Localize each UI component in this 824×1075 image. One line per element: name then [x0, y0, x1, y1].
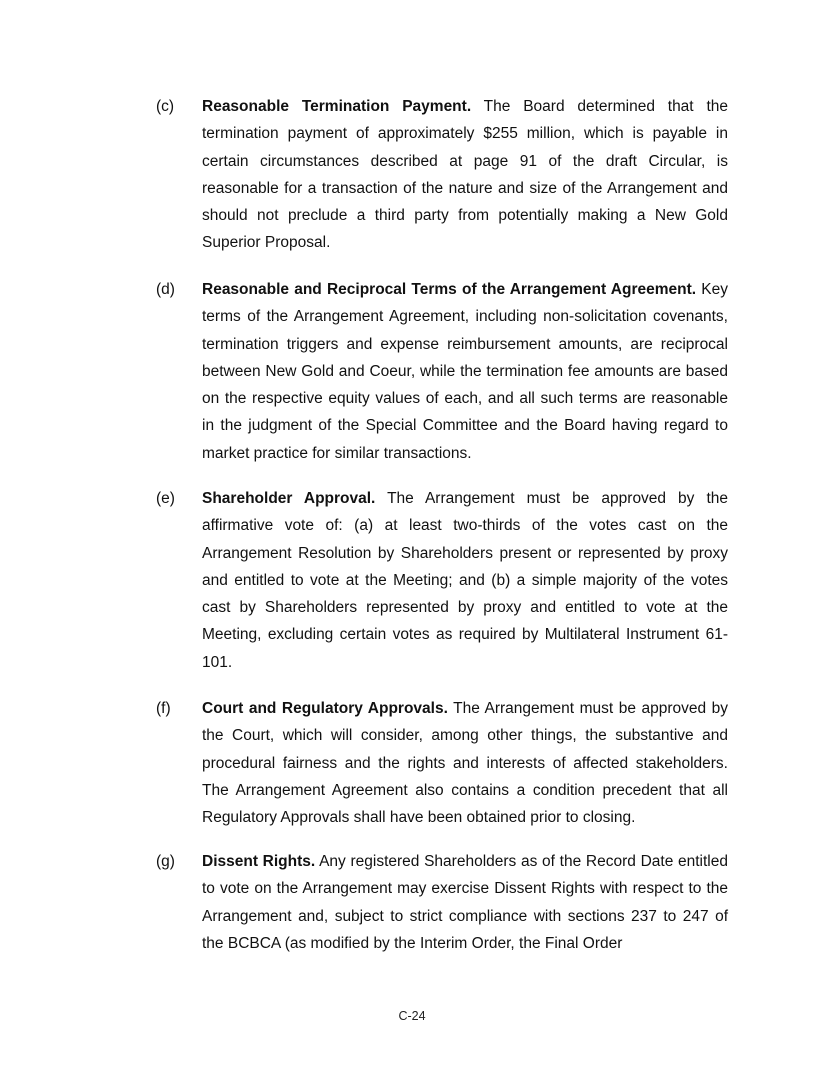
item-body [202, 695, 728, 831]
item-letter: (e) [156, 490, 175, 507]
page-number: C-24 [398, 1009, 426, 1023]
item-body [202, 485, 728, 676]
item-letter: (f) [156, 700, 171, 717]
item-text: Key terms of the Arrangement Agreement, including non-solicitation covenants, termination triggers and expense reimbursement amounts, are reciprocal between New Gold and Coeur, while the termination fee amounts are based on the respective equity values of each, and all such terms are reasonable in the judgment of the Special Committee and the Board having regard to market practice for similar transactions. [202, 281, 728, 462]
item-heading: Shareholder Approval. [202, 490, 376, 507]
item-letter: (d) [156, 281, 175, 298]
item-letter: (c) [156, 98, 175, 115]
item-body [202, 93, 728, 257]
item-heading: Reasonable Termination Payment. [202, 98, 472, 115]
item-letter: (g) [156, 853, 175, 870]
item-text: The Board determined that the termination payment of approximately $255 million, which is payable in certain circumstances described at page 91 of the draft Circular, is reasonable for a transaction of the nature and size of the Arrangement and should not preclude a third party from potentially making a New Gold Superior Proposal. [202, 98, 728, 252]
item-heading: Court and Regulatory Approvals. [202, 700, 448, 717]
item-heading: Dissent Rights. [202, 853, 316, 870]
item-body [202, 848, 728, 957]
item-text: The Arrangement must be approved by the affirmative vote of: (a) at least two-thirds of the votes cast on the Arrangement Resolution by Shareholders present or represented by proxy and entitled to vote at the Meeting; and (b) a simple majority of the votes cast by Shareholders represented by proxy and entitled to vote at the Meeting, excluding certain votes as required by Multilateral Instrument 61-101. [202, 490, 728, 671]
item-text: Any registered Shareholders as of the Record Date entitled to vote on the Arrangement may exercise Dissent Rights with respect to the Arrangement and, subject to strict compliance with sections 237 to 247 of the BCBCA (as modified by the Interim Order, the Final Order [202, 853, 728, 952]
item-body [202, 276, 728, 467]
item-text: The Arrangement must be approved by the Court, which will consider, among other things, the substantive and procedural fairness and the rights and interests of affected stakeholders. The Arrangement Agreement also contains a condition precedent that all Regulatory Approvals shall have been obtained prior to closing. [202, 700, 728, 827]
item-heading: Reasonable and Reciprocal Terms of the Arrangement Agreement. [202, 281, 697, 298]
